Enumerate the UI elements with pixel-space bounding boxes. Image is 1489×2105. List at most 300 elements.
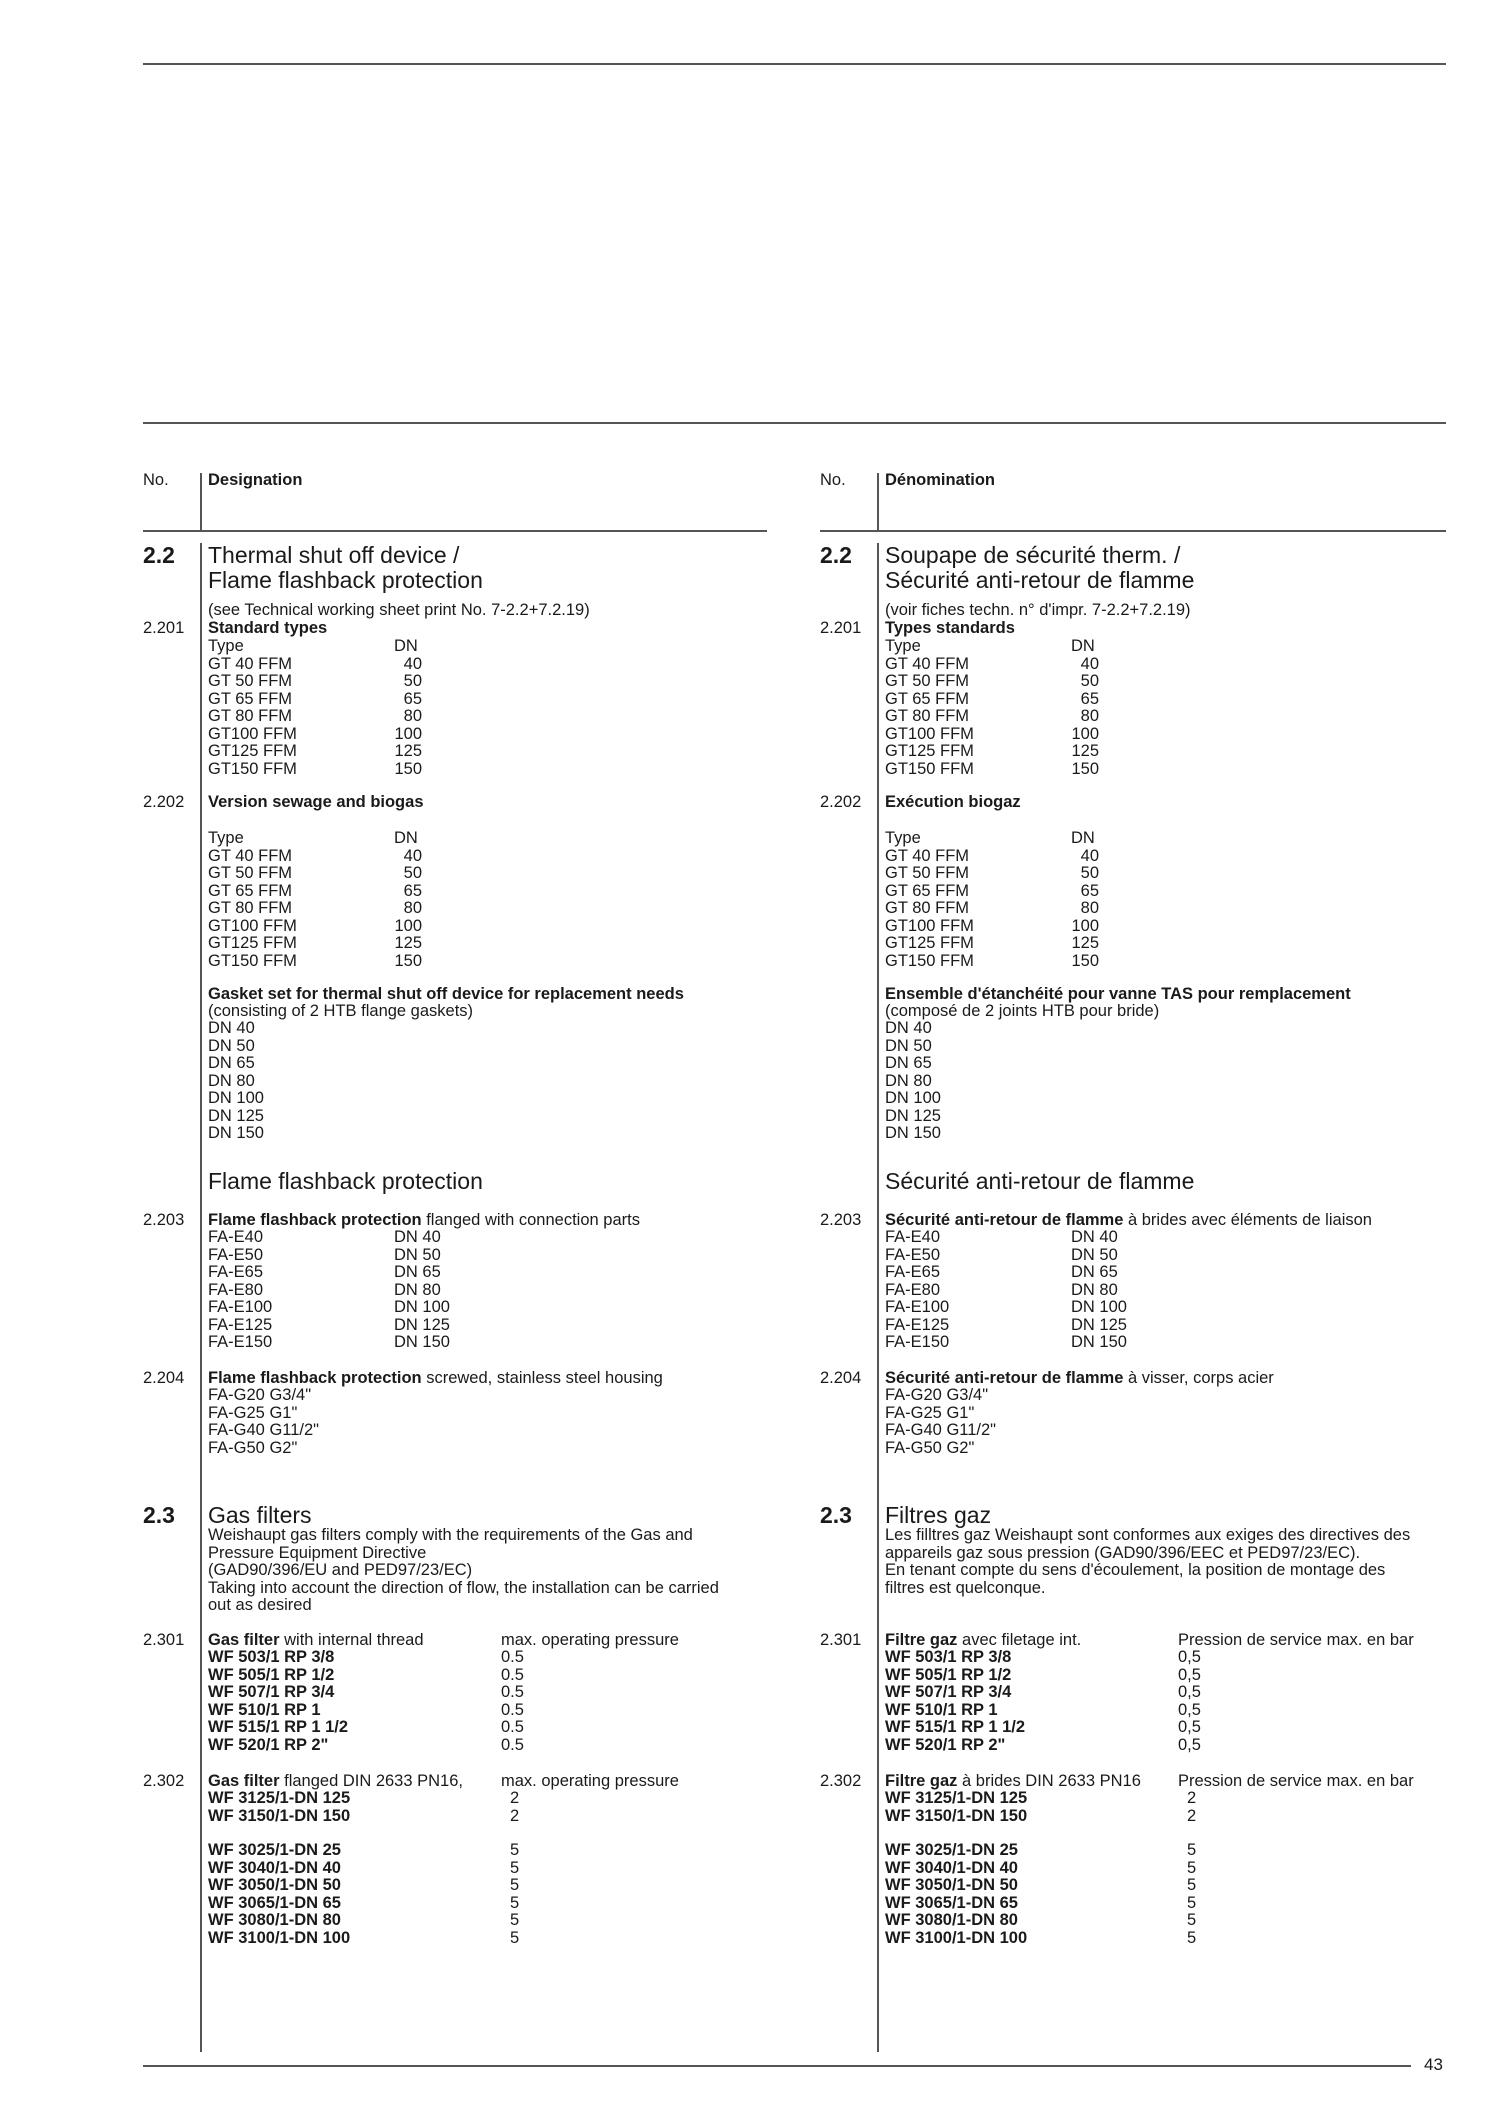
gasket-list [885, 1020, 941, 1143]
dn-cell: 150 [394, 759, 422, 778]
list-item: DN 65 [208, 1054, 255, 1072]
type-cell: GT100 FFM [208, 916, 297, 935]
type-cell: GT150 FFM [885, 759, 974, 778]
dn-cell: 100 [1071, 916, 1099, 935]
gasket-subtitle: (consisting of 2 HTB flange gaskets) [208, 1002, 474, 1020]
item-title-rest: flanged DIN 2633 PN16, [279, 1772, 463, 1790]
top-rule [143, 63, 1446, 65]
dn-cell: 65 [403, 881, 422, 900]
table-row [885, 708, 1099, 726]
table-row [885, 900, 1099, 918]
pressure-cell: 5 [1187, 1858, 1197, 1877]
pressure-cell: 0,5 [1178, 1648, 1201, 1666]
type-table [885, 1229, 1127, 1352]
type-cell: WF 520/1 RP 2" [885, 1735, 1006, 1754]
type-table [208, 638, 422, 778]
dn-cell: 125 [1071, 742, 1099, 760]
dn-cell: 65 [1080, 881, 1099, 900]
dn-cell: DN 150 [394, 1333, 450, 1351]
list-item: DN 100 [208, 1089, 264, 1107]
table-row [208, 1790, 519, 1808]
dn-cell: 125 [394, 742, 422, 760]
list-item: DN 50 [885, 1036, 932, 1055]
pressure-cell: 5 [510, 1841, 520, 1859]
type-cell: WF 3125/1-DN 125 [885, 1789, 1028, 1807]
type-cell: FA-E100 [885, 1298, 950, 1316]
dn-cell: DN 40 [1071, 1228, 1118, 1246]
description-line: Taking into account the direction of flow, the installation can be carried [208, 1578, 719, 1597]
type-cell: GT150 FFM [885, 951, 974, 970]
table-row [885, 726, 1099, 744]
pressure-header: Pression de service max. en bar [1178, 1772, 1414, 1790]
type-cell: GT125 FFM [885, 742, 974, 760]
list-item: FA-G20 G3/4" [208, 1386, 312, 1404]
table-row [885, 918, 1099, 936]
dn-cell: DN 50 [1071, 1245, 1118, 1264]
description-line: En tenant compte du sens d'écoulement, la position de montage des [885, 1561, 1386, 1579]
table-row [885, 656, 1099, 674]
table-row [208, 1247, 450, 1265]
type-cell: WF 510/1 RP 1 [208, 1700, 321, 1719]
dn-cell: 150 [1071, 759, 1099, 778]
table-row [208, 743, 422, 761]
table-row [885, 1912, 1196, 1930]
item-number: 2.302 [143, 1772, 185, 1790]
dn-cell: 100 [394, 724, 422, 743]
type-cell: GT125 FFM [208, 742, 297, 760]
table-row [208, 1860, 519, 1878]
footer-rule [143, 2065, 1411, 2067]
dn-cell: 50 [1080, 864, 1099, 882]
table-row [208, 1317, 450, 1335]
dn-cell: DN 100 [394, 1298, 450, 1316]
type-cell: WF 507/1 RP 3/4 [885, 1683, 1012, 1701]
table-row [208, 1264, 450, 1282]
type-cell: GT 40 FFM [885, 846, 970, 865]
type-cell: WF 3025/1-DN 25 [885, 1841, 1018, 1859]
dn-cell: 50 [1080, 672, 1099, 690]
table-row [208, 1229, 450, 1247]
type-table [208, 1229, 450, 1352]
dn-cell: 80 [403, 707, 422, 725]
item-title-bold: Flame flashback protection [208, 1211, 422, 1229]
dn-cell: DN 125 [394, 1315, 450, 1334]
section-note: (voir fiches techn. n° d'impr. 7-2.2+7.2.19) [885, 601, 1191, 619]
item-number: 2.201 [143, 619, 185, 637]
item-title-rest: à brides avec éléments de liaison [1123, 1211, 1372, 1229]
table-row [885, 1702, 1201, 1720]
type-cell: WF 3080/1-DN 80 [885, 1911, 1018, 1929]
type-cell: FA-E150 [885, 1333, 950, 1351]
dn-cell: DN 65 [394, 1263, 441, 1281]
pressure-cell: 5 [1187, 1893, 1197, 1912]
dn-cell: 65 [1080, 689, 1099, 708]
list-item: DN 50 [208, 1036, 255, 1055]
gasket-title: Ensemble d'étanchéité pour vanne TAS pour remplacement [885, 985, 1351, 1003]
table-row [885, 1790, 1196, 1808]
item-title [208, 1212, 640, 1230]
item-title [885, 1370, 1274, 1388]
type-cell: GT125 FFM [208, 934, 297, 952]
dn-cell: 40 [1080, 846, 1099, 865]
table-row [885, 848, 1099, 866]
type-cell: WF 3080/1-DN 80 [208, 1911, 341, 1929]
column-divider [200, 543, 202, 2052]
section-title: Sécurité anti-retour de flamme [885, 567, 1195, 593]
type-cell: WF 3150/1-DN 150 [885, 1806, 1028, 1825]
type-cell: WF 507/1 RP 3/4 [208, 1683, 335, 1701]
table-row [208, 848, 422, 866]
item-title-rest: screwed, stainless steel housing [421, 1369, 663, 1387]
table-row [885, 1842, 1196, 1860]
list-item: DN 125 [208, 1106, 264, 1125]
subsection-heading: Sécurité anti-retour de flamme [885, 1168, 1195, 1194]
list-item: FA-G50 G2" [885, 1438, 975, 1457]
type-cell: GT100 FFM [208, 724, 297, 743]
dn-cell: DN 50 [394, 1245, 441, 1264]
table-row [208, 1719, 524, 1737]
pressure-cell: 2 [510, 1789, 520, 1807]
pressure-cell: 0.5 [501, 1735, 524, 1754]
item-number: 2.202 [143, 793, 185, 811]
table-row [208, 1649, 524, 1667]
type-cell: FA-E125 [208, 1315, 273, 1334]
type-cell: FA-E50 [885, 1245, 941, 1264]
type-cell: GT125 FFM [885, 934, 974, 952]
dn-cell: 80 [403, 899, 422, 917]
header-designation: Dénomination [885, 471, 995, 489]
pressure-cell: 5 [510, 1876, 520, 1894]
header-bottom-rule [143, 530, 767, 532]
gasket-list [208, 1020, 264, 1143]
dn-cell: 50 [403, 672, 422, 690]
table-row [885, 865, 1099, 883]
pressure-cell: 0.5 [501, 1648, 524, 1666]
item-title-rest: à brides DIN 2633 PN16 [957, 1772, 1141, 1790]
table-row [885, 691, 1099, 709]
type-cell: GT 65 FFM [208, 881, 293, 900]
section-title: Thermal shut off device / [208, 542, 460, 568]
item-number: 2.204 [820, 1369, 862, 1387]
pressure-header: max. operating pressure [501, 1631, 679, 1649]
item-title-bold: Filtre gaz [885, 1631, 958, 1649]
item-title-rest: à visser, corps acier [1123, 1369, 1274, 1387]
table-row [885, 1930, 1196, 1948]
type-cell: GT 50 FFM [885, 672, 970, 690]
description-line: appareils gaz sous pression (GAD90/396/EEC et PED97/23/EC). [885, 1543, 1361, 1562]
type-cell: GT 80 FFM [208, 899, 293, 917]
table-row [885, 883, 1099, 901]
description-line: Pressure Equipment Directive [208, 1543, 427, 1562]
pressure-cell: 0.5 [501, 1683, 524, 1701]
pressure-cell: 5 [510, 1858, 520, 1877]
header-top-rule [143, 422, 1446, 424]
item-title-bold: Gas filter [208, 1631, 280, 1649]
type-cell: FA-E100 [208, 1298, 273, 1316]
section-title: Soupape de sécurité therm. / [885, 542, 1181, 568]
type-cell: WF 3040/1-DN 40 [208, 1858, 341, 1877]
type-cell: FA-E40 [208, 1228, 264, 1246]
pressure-cell: 0.5 [501, 1665, 524, 1684]
table-row [885, 1264, 1127, 1282]
table-row [208, 1334, 450, 1352]
item-title-rest: avec filetage int. [957, 1631, 1082, 1649]
dn-cell: 150 [394, 951, 422, 970]
type-cell: FA-E80 [208, 1280, 264, 1299]
type-cell: WF 503/1 RP 3/8 [885, 1648, 1012, 1666]
table-row [885, 743, 1099, 761]
section-title: Filtres gaz [885, 1502, 992, 1528]
table-row [208, 1684, 524, 1702]
table-row [208, 883, 422, 901]
description-line: out as desired [208, 1596, 312, 1614]
table-row [208, 918, 422, 936]
dn-cell: 150 [1071, 951, 1099, 970]
type-cell: GT 40 FFM [885, 654, 970, 673]
table-row [885, 1719, 1201, 1737]
item-number: 2.204 [143, 1369, 185, 1387]
type-list [208, 1387, 319, 1457]
type-cell: WF 3025/1-DN 25 [208, 1841, 341, 1859]
description-line: Weishaupt gas filters comply with the requirements of the Gas and [208, 1526, 693, 1544]
table-header-dn: DN [1071, 829, 1095, 847]
table-header-row [208, 638, 422, 656]
table-header-row [885, 830, 1099, 848]
dn-cell: DN 80 [1071, 1280, 1118, 1299]
list-item: FA-G40 G11/2" [208, 1421, 320, 1439]
pressure-cell: 0,5 [1178, 1718, 1201, 1736]
section-number: 2.3 [143, 1502, 175, 1528]
item-title [208, 1773, 463, 1791]
dn-cell: 50 [403, 864, 422, 882]
item-title-bold: Filtre gaz [885, 1772, 958, 1790]
item-title-bold: Sécurité anti-retour de flamme [885, 1369, 1124, 1387]
table-header-row [885, 638, 1099, 656]
item-number: 2.203 [820, 1211, 862, 1229]
table-header-dn: DN [394, 637, 418, 655]
type-cell: WF 505/1 RP 1/2 [208, 1665, 335, 1684]
item-number: 2.202 [820, 793, 862, 811]
type-table [885, 638, 1099, 778]
section-title: Flame flashback protection [208, 567, 483, 593]
list-item: DN 150 [885, 1124, 941, 1142]
type-cell: GT 40 FFM [208, 846, 293, 865]
table-row [885, 1895, 1196, 1913]
section-title: Gas filters [208, 1502, 312, 1528]
table-row [208, 1702, 524, 1720]
section-description [885, 1527, 1410, 1597]
table-row [208, 708, 422, 726]
item-title [885, 1773, 1141, 1791]
table-row [885, 1649, 1201, 1667]
table-row [885, 673, 1099, 691]
type-cell: WF 505/1 RP 1/2 [885, 1665, 1012, 1684]
list-item: DN 150 [208, 1124, 264, 1142]
list-item: DN 100 [885, 1089, 941, 1107]
table-row [208, 865, 422, 883]
pressure-cell: 2 [1187, 1789, 1197, 1807]
dn-cell: 100 [1071, 724, 1099, 743]
type-cell: WF 515/1 RP 1 1/2 [208, 1718, 349, 1736]
pressure-cell: 5 [510, 1928, 520, 1947]
table-row [885, 1877, 1196, 1895]
column-divider [200, 473, 202, 531]
header-designation: Designation [208, 471, 303, 489]
pressure-cell: 5 [1187, 1911, 1197, 1929]
pressure-cell: 0,5 [1178, 1735, 1201, 1754]
type-cell: FA-E125 [885, 1315, 950, 1334]
type-cell: GT 80 FFM [885, 899, 970, 917]
list-item: DN 65 [885, 1054, 932, 1072]
filter-table [885, 1790, 1196, 1825]
dn-cell: 40 [403, 654, 422, 673]
table-row [885, 1737, 1201, 1755]
header-no: No. [143, 471, 169, 489]
table-row [208, 1842, 519, 1860]
table-row [885, 1808, 1196, 1826]
type-cell: WF 3050/1-DN 50 [885, 1876, 1018, 1894]
item-title: Standard types [208, 619, 328, 637]
pressure-cell: 0,5 [1178, 1665, 1201, 1684]
subsection-heading: Flame flashback protection [208, 1168, 483, 1194]
table-row [885, 1247, 1127, 1265]
type-cell: FA-E65 [208, 1263, 264, 1281]
pressure-cell: 2 [510, 1806, 520, 1825]
table-row [885, 1299, 1127, 1317]
table-row [885, 1860, 1196, 1878]
table-header-type: Type [885, 637, 921, 655]
type-cell: WF 3100/1-DN 100 [208, 1928, 351, 1947]
type-table [208, 830, 422, 970]
pressure-cell: 0,5 [1178, 1683, 1201, 1701]
type-cell: GT100 FFM [885, 724, 974, 743]
dn-cell: 100 [394, 916, 422, 935]
list-item: FA-G25 G1" [208, 1403, 298, 1422]
table-row [208, 1808, 519, 1826]
list-item: FA-G25 G1" [885, 1403, 975, 1422]
filter-table [208, 1842, 519, 1947]
list-item: FA-G40 G11/2" [885, 1421, 997, 1439]
dn-cell: DN 125 [1071, 1315, 1127, 1334]
description-line: (GAD90/396/EU and PED97/23/EC) [208, 1561, 473, 1579]
type-cell: WF 520/1 RP 2" [208, 1735, 329, 1754]
item-title [208, 1370, 663, 1388]
header-bottom-rule [820, 530, 1446, 532]
table-header-row [208, 830, 422, 848]
table-row [208, 1737, 524, 1755]
dn-cell: 80 [1080, 707, 1099, 725]
table-row [208, 1895, 519, 1913]
column-divider [877, 473, 879, 531]
table-row [885, 761, 1099, 779]
item-title-rest: flanged with connection parts [421, 1211, 640, 1229]
filter-table [208, 1790, 519, 1825]
item-title: Version sewage and biogas [208, 793, 424, 811]
table-row [885, 1229, 1127, 1247]
item-title: Exécution biogaz [885, 793, 1021, 811]
dn-cell: 65 [403, 689, 422, 708]
page-number: 43 [1424, 2055, 1443, 2074]
type-cell: FA-E40 [885, 1228, 941, 1246]
list-item: DN 40 [208, 1019, 255, 1037]
type-cell: WF 515/1 RP 1 1/2 [885, 1718, 1026, 1736]
section-note: (see Technical working sheet print No. 7-2.2+7.2.19) [208, 601, 590, 619]
type-cell: WF 3040/1-DN 40 [885, 1858, 1018, 1877]
type-cell: WF 510/1 RP 1 [885, 1700, 998, 1719]
pressure-cell: 5 [1187, 1928, 1197, 1947]
item-title-bold: Sécurité anti-retour de flamme [885, 1211, 1124, 1229]
table-header-type: Type [885, 829, 921, 847]
type-cell: GT 80 FFM [208, 707, 293, 725]
table-row [885, 1684, 1201, 1702]
table-row [885, 1667, 1201, 1685]
type-cell: GT 50 FFM [208, 864, 293, 882]
pressure-cell: 2 [1187, 1806, 1197, 1825]
list-item: DN 80 [208, 1071, 255, 1090]
table-row [208, 1299, 450, 1317]
table-row [885, 1334, 1127, 1352]
type-cell: GT 40 FFM [208, 654, 293, 673]
table-header-type: Type [208, 637, 244, 655]
type-cell: WF 3150/1-DN 150 [208, 1806, 351, 1825]
filter-table [885, 1649, 1201, 1754]
type-cell: FA-E65 [885, 1263, 941, 1281]
table-row [208, 673, 422, 691]
pressure-cell: 0.5 [501, 1700, 524, 1719]
type-cell: WF 3065/1-DN 65 [885, 1893, 1018, 1912]
item-title [208, 1632, 424, 1650]
type-cell: WF 503/1 RP 3/8 [208, 1648, 335, 1666]
table-row [208, 1282, 450, 1300]
table-row [208, 656, 422, 674]
table-row [208, 1930, 519, 1948]
table-header-dn: DN [394, 829, 418, 847]
pressure-header: max. operating pressure [501, 1772, 679, 1790]
type-cell: FA-E150 [208, 1333, 273, 1351]
section-number: 2.3 [820, 1502, 852, 1528]
section-number: 2.2 [143, 542, 175, 568]
list-item: DN 125 [885, 1106, 941, 1125]
table-row [885, 935, 1099, 953]
table-row [208, 900, 422, 918]
table-row [885, 1282, 1127, 1300]
pressure-header: Pression de service max. en bar [1178, 1631, 1414, 1649]
type-cell: GT100 FFM [885, 916, 974, 935]
dn-cell: DN 100 [1071, 1298, 1127, 1316]
pressure-cell: 5 [1187, 1841, 1197, 1859]
item-number: 2.302 [820, 1772, 862, 1790]
pressure-cell: 0,5 [1178, 1700, 1201, 1719]
dn-cell: 40 [1080, 654, 1099, 673]
item-number: 2.301 [143, 1631, 185, 1649]
table-row [208, 1667, 524, 1685]
filter-table [885, 1842, 1196, 1947]
type-cell: GT150 FFM [208, 951, 297, 970]
dn-cell: 80 [1080, 899, 1099, 917]
table-row [208, 761, 422, 779]
type-cell: GT 65 FFM [885, 689, 970, 708]
gasket-title: Gasket set for thermal shut off device for replacement needs [208, 985, 684, 1003]
dn-cell: DN 80 [394, 1280, 441, 1299]
table-row [208, 1912, 519, 1930]
item-title: Types standards [885, 619, 1015, 637]
item-title [885, 1632, 1081, 1650]
type-cell: WF 3050/1-DN 50 [208, 1876, 341, 1894]
type-cell: GT 80 FFM [885, 707, 970, 725]
table-header-type: Type [208, 829, 244, 847]
list-item: FA-G20 G3/4" [885, 1386, 989, 1404]
table-row [208, 935, 422, 953]
